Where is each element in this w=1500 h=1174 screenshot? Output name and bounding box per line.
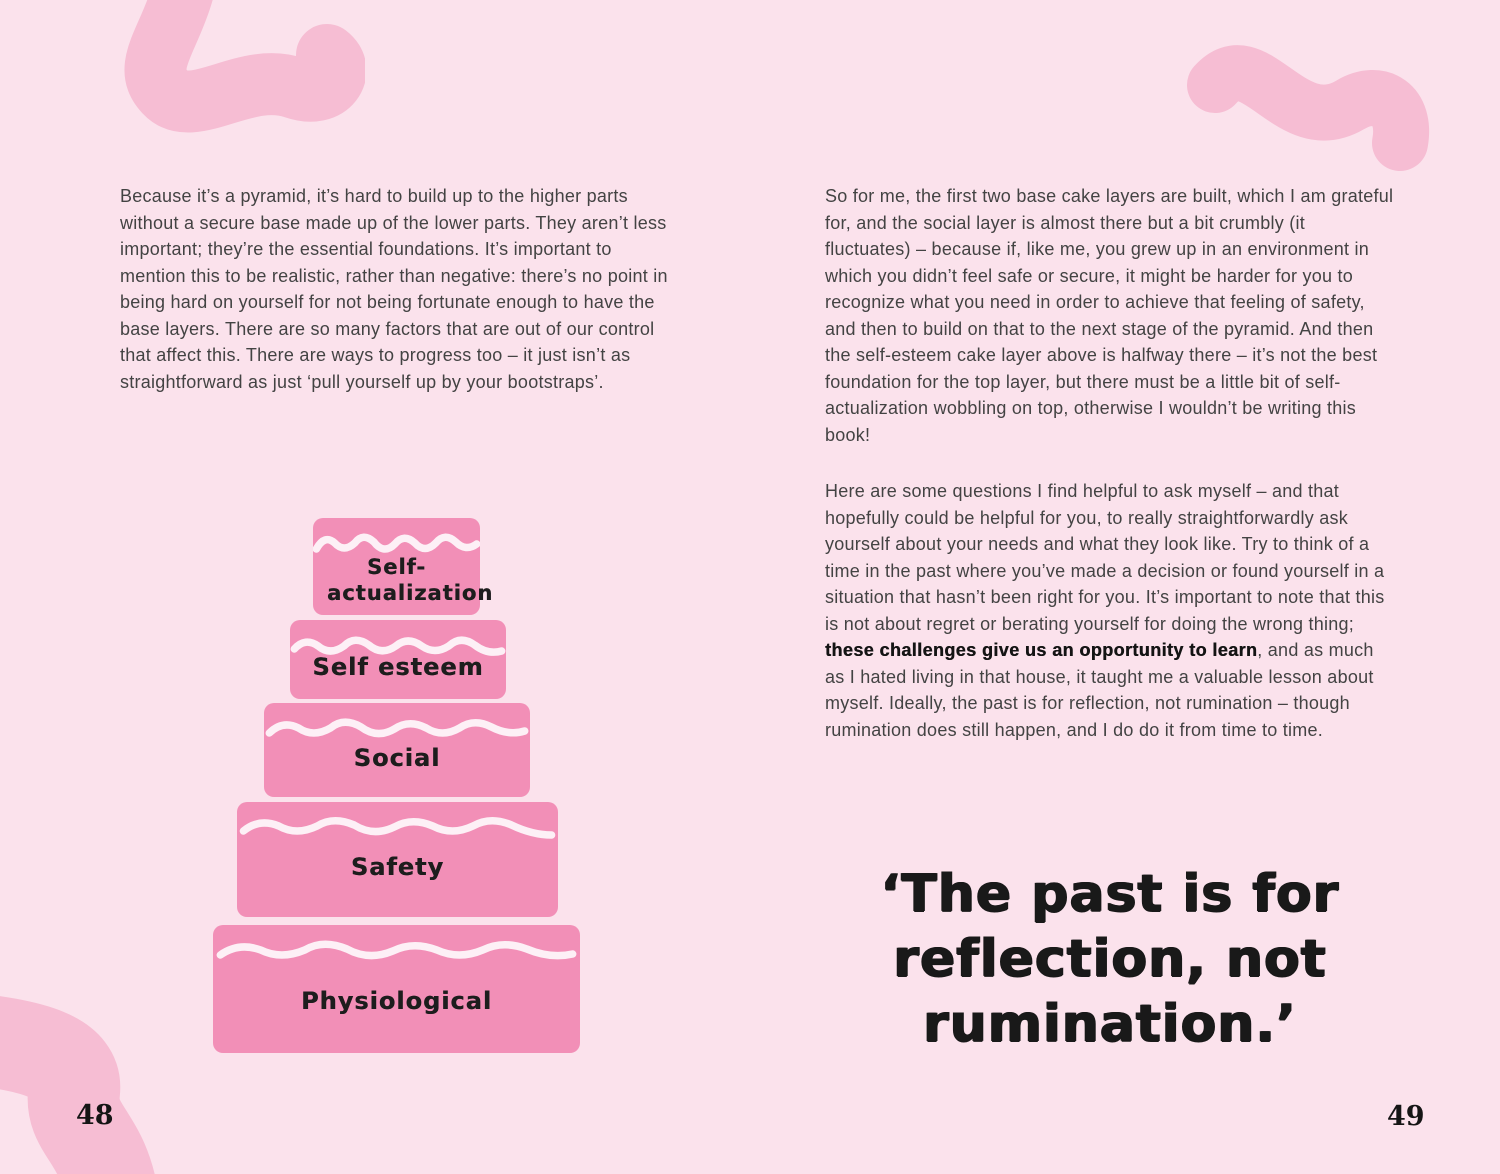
- cake-layer-label: Social: [353, 744, 441, 772]
- page-number-right: 49: [1387, 1101, 1425, 1132]
- quote-line-1: ‘The past is for: [880, 864, 1340, 924]
- squiggle-decoration-top-left: [95, 0, 365, 145]
- cake-layer-self-esteem: [290, 620, 506, 699]
- right-page-paragraph-2: [825, 478, 1395, 743]
- cake-layer-label: Self-actualization: [327, 555, 494, 605]
- page-number-left: 48: [76, 1100, 114, 1131]
- paragraph-2-regular-end: , and as much as I hated living in that house, it taught me a valuable lesson about myself. Ideally, the past is for reflection, not rumination – though rumination does still happen, and I do do it from time to time.: [825, 640, 1374, 740]
- right-page-paragraph-1: So for me, the first two base cake layers are built, which I am grateful for, and the social layer is almost there but a bit crumbly (it fluctuates) – because if, like me, you grew up in an environment in which you didn’t feel safe or secure, it might be harder for you to recognize what you need in order to achieve that feeling of safety, and then to build on that to the next stage of the pyramid. And then the self-esteem cake layer above is halfway there – it’s not the best foundation for the top layer, but there must be a little bit of self-actualization wobbling on top, otherwise I wouldn’t be writing this book!: [825, 186, 1394, 445]
- paragraph-2-regular-start: Here are some questions I find helpful to ask myself – and that hopefully could be helpful for you, to really straightforwardly ask yourself about your needs and what they look like. Try to think of a time in the past where you’ve made a decision or found yourself in a situation that hasn’t been right for you. It’s important to note that this is not about regret or berating yourself for doing the wrong thing;: [825, 481, 1385, 634]
- cake-layer-label: Safety: [350, 853, 445, 881]
- icing-wave: [213, 934, 580, 974]
- paragraph-2-bold-phrase: these challenges give us an opportunity to learn: [825, 640, 1258, 660]
- pull-quote: [820, 862, 1400, 1057]
- quote-line-3: rumination.’: [923, 994, 1297, 1054]
- cake-layer-safety: [237, 802, 558, 917]
- squiggle-decoration-top-right: [1175, 25, 1440, 175]
- cake-layer-label: Self esteem: [312, 653, 484, 681]
- quote-line-2: reflection, not: [893, 929, 1327, 989]
- cake-layer-social: [264, 703, 530, 797]
- squiggle-decoration-bottom-left: [0, 995, 180, 1174]
- cake-layer-label: Physiological: [300, 987, 493, 1015]
- cake-layer-self-actualization: [313, 518, 494, 615]
- cake-layer-physiological: [213, 925, 580, 1053]
- left-page-paragraph: Because it’s a pyramid, it’s hard to build up to the higher parts without a secure base made up of the lower parts. They aren’t less important; they’re the essential foundations. It’s important to mention this to be realistic, rather than negative: there’s no point in being hard on yourself for not being fortunate enough to have the base layers. There are so many factors that are out of our control that affect this. There are ways to progress too – it just isn’t as straightforward as just ‘pull yourself up by your bootstraps’.: [120, 186, 668, 392]
- icing-wave: [237, 811, 558, 851]
- right-page-text: [825, 183, 1395, 743]
